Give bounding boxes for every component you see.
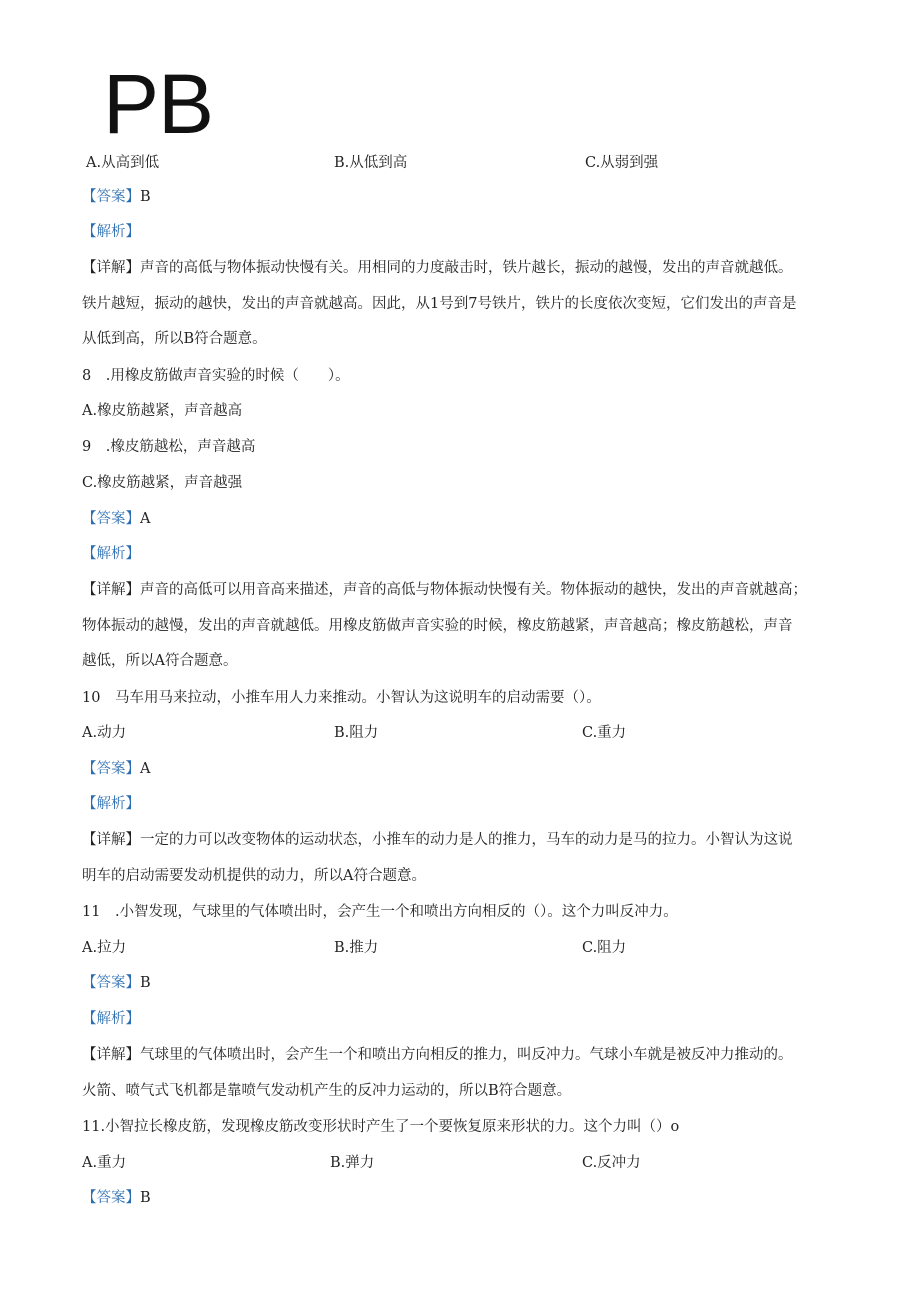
- q8-option-a: A.橡皮筋越紧，声音越高: [82, 403, 243, 419]
- q11-option-b: B.推力: [334, 940, 379, 956]
- q8-stem: 8 .用橡皮筋做声音实验的时候（ ）。: [82, 368, 350, 384]
- q7-analysis: [82, 222, 140, 242]
- detail-tag: 【详解】: [82, 260, 140, 276]
- q10-option-c: C.重力: [582, 725, 627, 741]
- q11-answer: [82, 973, 151, 993]
- q12-option-c: C.反冲力: [582, 1155, 641, 1171]
- q10-analysis: [82, 794, 140, 814]
- q8-option-c: C.橡皮筋越紧，声音越强: [82, 475, 243, 491]
- detail-text: 声音的高低可以用音高来描述，声音的高低与物体振动快慢有关。物体振动的越快，发出的声音就越高；: [140, 582, 807, 598]
- q10-option-b: B.阻力: [334, 725, 379, 741]
- q10-detail-2: 明车的启动需要发动机提供的动力，所以A符合题意。: [82, 868, 426, 884]
- detail-text: 声音的高低与物体振动快慢有关。用相同的力度敲击时，铁片越长，振动的越慢，发出的声音就越低。: [140, 260, 793, 276]
- detail-tag: 【详解】: [82, 1047, 140, 1063]
- q11-option-a: A.拉力: [82, 940, 127, 956]
- answer-tag: 【答案】: [82, 1190, 140, 1206]
- answer-value: B: [140, 1190, 151, 1206]
- q10-answer: [82, 759, 150, 779]
- q8-detail-3: 越低，所以A符合题意。: [82, 653, 238, 669]
- detail-tag: 【详解】: [82, 582, 140, 598]
- q11-analysis: [82, 1009, 140, 1029]
- q8-answer: [82, 509, 150, 529]
- q10-option-a: A.动力: [82, 725, 127, 741]
- detail-tag: 【详解】: [82, 832, 140, 848]
- q11-option-c: C.阻力: [582, 940, 627, 956]
- q11-stem: 11 .小智发现，气球里的气体喷出时，会产生一个和喷出方向相反的（）。这个力叫反冲力。: [82, 904, 678, 920]
- q8-detail-2: 物体振动的越慢，发出的声音就越低。用橡皮筋做声音实验的时候，橡皮筋越紧，声音越高；橡皮筋越松，声音: [82, 618, 793, 634]
- answer-value: B: [140, 975, 151, 991]
- q12-option-b: B.弹力: [330, 1155, 375, 1171]
- q7-answer: [82, 187, 151, 207]
- q12-stem: 11.小智拉长橡皮筋，发现橡皮筋改变形状时产生了一个要恢复原来形状的力。这个力叫（）o: [82, 1119, 680, 1135]
- q11-detail-1: [82, 1045, 793, 1065]
- q10-detail-1: [82, 830, 793, 850]
- q7-option-b: B.从低到高: [334, 155, 408, 171]
- q7-detail-2: 铁片越短，振动的越快，发出的声音就越高。因此，从1号到7号铁片，铁片的长度依次变短，它们发出的声音是: [82, 296, 797, 312]
- answer-tag: 【答案】: [82, 511, 140, 527]
- q12-answer: [82, 1188, 151, 1208]
- analysis-tag: 【解析】: [82, 796, 140, 812]
- analysis-tag: 【解析】: [82, 1011, 140, 1027]
- q7-option-a: A.从高到低: [86, 155, 160, 171]
- answer-tag: 【答案】: [82, 975, 140, 991]
- detail-text: 一定的力可以改变物体的运动状态，小推车的动力是人的推力，马车的动力是马的拉力。小智认为这说: [140, 832, 793, 848]
- q8-analysis: [82, 544, 140, 564]
- q7-detail-1: [82, 258, 793, 278]
- detail-text: 气球里的气体喷出时，会产生一个和喷出方向相反的推力，叫反冲力。气球小车就是被反冲力推动的。: [140, 1047, 793, 1063]
- answer-value: A: [140, 761, 151, 777]
- analysis-tag: 【解析】: [82, 546, 140, 562]
- answer-value: A: [140, 511, 151, 527]
- q11-detail-2: 火箭、喷气式飞机都是靠喷气发动机产生的反冲力运动的，所以B符合题意。: [82, 1083, 572, 1099]
- answer-tag: 【答案】: [82, 761, 140, 777]
- q7-option-c: C.从弱到强: [585, 155, 659, 171]
- logo: PB: [103, 57, 214, 151]
- answer-value: B: [140, 189, 151, 205]
- q8-option-b: 9 .橡皮筋越松，声音越高: [82, 439, 256, 455]
- q12-option-a: A.重力: [82, 1155, 127, 1171]
- q8-detail-1: [82, 580, 807, 600]
- q7-detail-3: 从低到高，所以B符合题意。: [82, 331, 267, 347]
- analysis-tag: 【解析】: [82, 224, 140, 240]
- q10-stem: 10 马车用马来拉动，小推车用人力来推动。小智认为这说明车的启动需要（）。: [82, 690, 601, 706]
- answer-tag: 【答案】: [82, 189, 140, 205]
